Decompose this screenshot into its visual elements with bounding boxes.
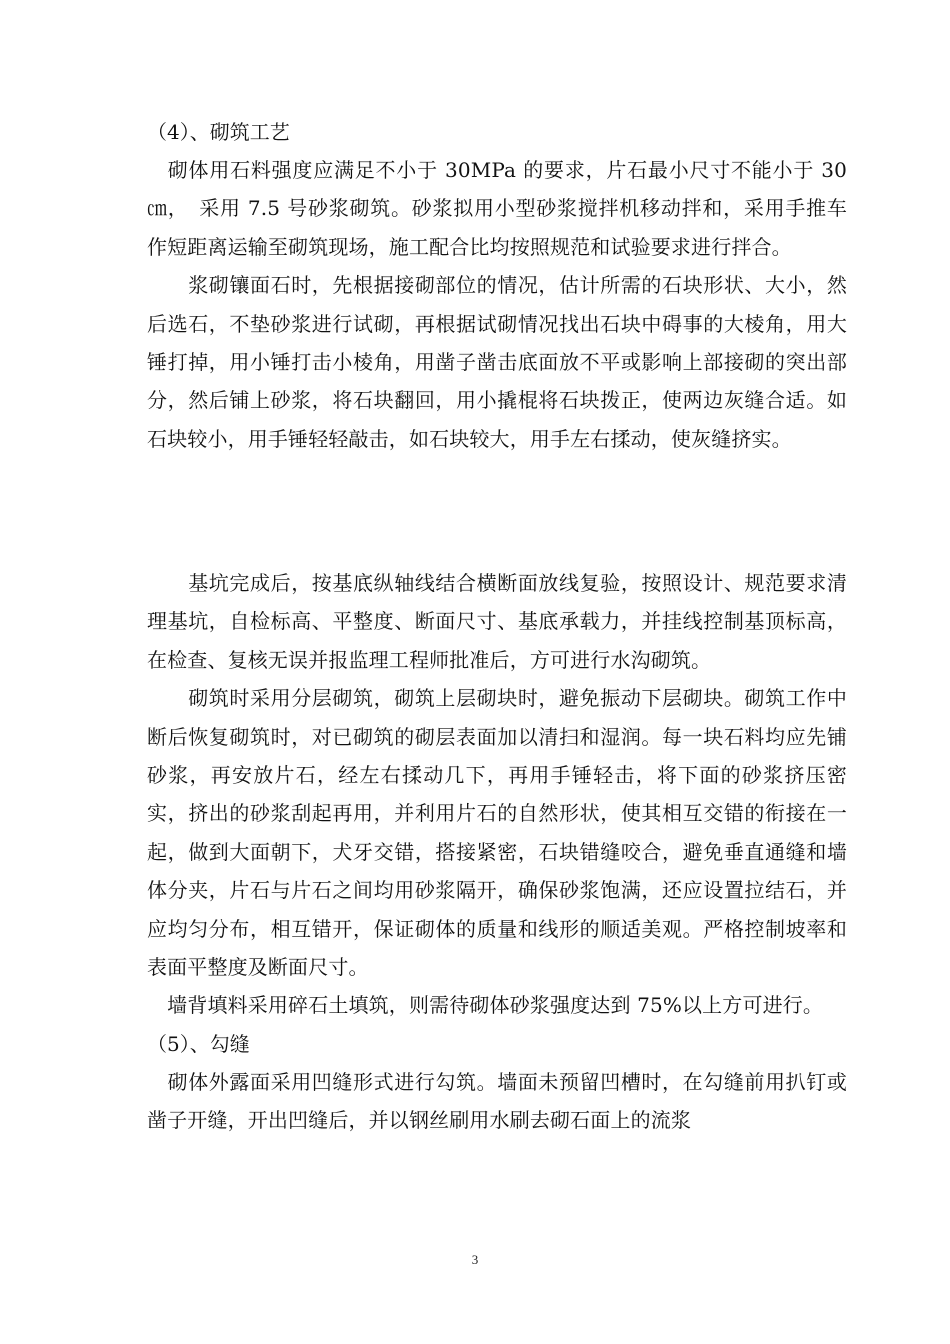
paragraph-pointing: 砌体外露面采用凹缝形式进行勾筑。墙面未预留凹槽时，在勾缝前用扒钉或凿子开缝，开出凹缝后，并以钢丝刷用水刷去砌石面上的流浆 bbox=[147, 1069, 847, 1133]
page-number: 3 bbox=[471, 1252, 479, 1267]
paragraph-backfill: 墙背填料采用碎石土填筑，则需待砌体砂浆强度达到 75%以上方可进行。 bbox=[147, 993, 824, 1018]
paragraph-layered-masonry: 砌筑时采用分层砌筑，砌筑上层砌块时，避免振动下层砌块。砌筑工作中断后恢复砌筑时，对已砌筑的砌层表面加以清扫和湿润。每一块石料均应先铺砂浆，再安放片石，经左右揉动几下，再用手锤轻击，将下面的砂浆挤压密实，挤出的砂浆刮起再用，并利用片石的自然形状，使其相互交错的衔接在一起，做到大面朝下，犬牙交错，搭接紧密，石块错缝咬合，避免垂直通缝和墙体分夹，片石与片石之间均用砂浆隔开，确保砂浆饱满，还应设置拉结石，并应均匀分布，相互错开，保证砌体的质量和线形的顺适美观。严格控制坡率和表面平整度及断面尺寸。 bbox=[147, 686, 847, 980]
paragraph-facing-stone: 浆砌镶面石时，先根据接砌部位的情况，估计所需的石块形状、大小，然后选石，不垫砂浆进行试砌，再根据试砌情况找出石块中碍事的大棱角，用大锤打掉，用小锤打击小棱角，用凿子凿击底面放不平或影响上部接砌的突出部分，然后铺上砂浆，将石块翻回，用小撬棍将石块拨正，使两边灰缝合适。如石块较小，用手锤轻轻敲击，如石块较大，用手左右揉动，使灰缝挤实。 bbox=[147, 273, 847, 451]
section-5-heading: （5）、勾缝 bbox=[147, 1031, 250, 1056]
paragraph-foundation-pit: 基坑完成后，按基底纵轴线结合横断面放线复验，按照设计、规范要求清理基坑，自检标高、平整度、断面尺寸、基底承载力，并挂线控制基顶标高，在检查、复核无误并报监理工程师批准后，方可进行水沟砌筑。 bbox=[147, 571, 847, 672]
section-4-continued-block bbox=[147, 564, 847, 1140]
section-4-block bbox=[147, 113, 847, 458]
paragraph-stone-strength: 砌体用石料强度应满足不小于 30MPa 的要求，片石最小尺寸不能小于 30 ㎝， 采用 7.5 号砂浆砌筑。砂浆拟用小型砂浆搅拌机移动拌和，采用手推车作短距离运输至砌筑现场，施工配合比均按照规范和试验要求进行拌合。 bbox=[147, 158, 847, 259]
section-4-heading: （4）、砌筑工艺 bbox=[147, 120, 290, 144]
